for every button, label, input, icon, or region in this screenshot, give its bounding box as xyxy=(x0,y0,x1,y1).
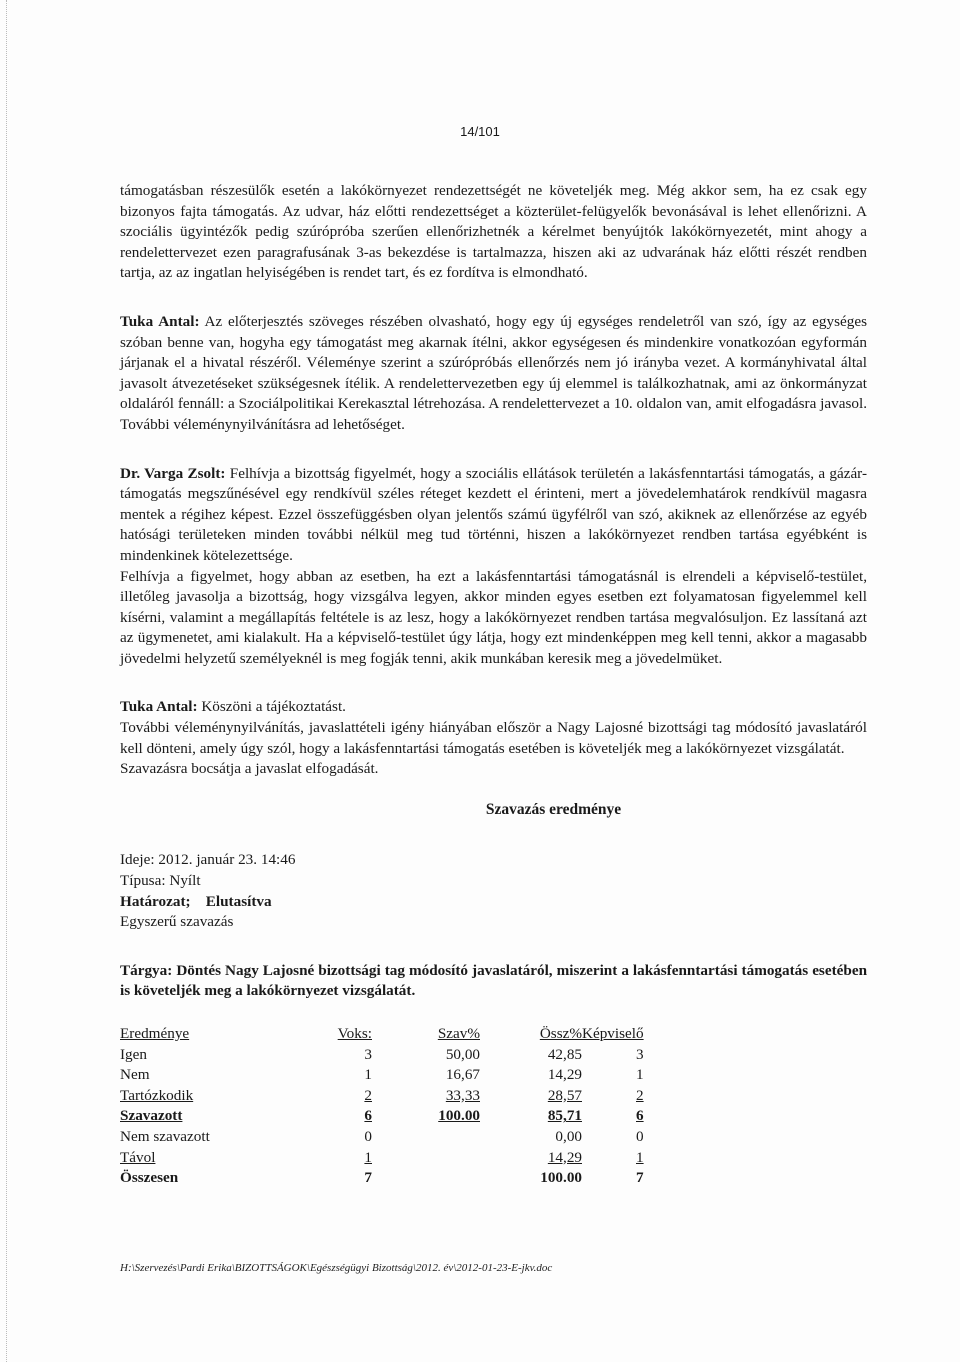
vote-type: Típusa: Nyílt xyxy=(120,872,201,890)
total-percent-cell: 28,57 xyxy=(547,1086,582,1104)
vote-percent-cell: 100.00 xyxy=(438,1107,480,1125)
votes-cell: 7 xyxy=(364,1169,372,1187)
votes-cell: 1 xyxy=(364,1148,372,1166)
votes-cell: 0 xyxy=(364,1127,372,1145)
paragraph-2: Tuka Antal: Az előterjesztés szöveges részében olvasható, hogy egy új egységes rendeletről van szó, így az egységes szóban benne van, hogyha egy támogatást meg akarnak ítélni, akkor egységesen és mindenkire vonatkozóan egyformán járjanak el a hivatal részéről. Véleménye szerint a szúrópróbás ellenőrzés nem jó irányba vezet. A kormányhivatal által javasolt átvezetéseket szükségesnek ítélik. A rendelettervezetben egy új elemmel is találkozhatnak, ami az önkormányzat oldaláról fennáll: a Szociálpolitikai Kerekasztal létrehozása. A rendelettervezet a 10. oldalon van, amit elfogadásra javasol. További véleménynyilvánításra ad lehetőséget. xyxy=(120,312,867,433)
votes-cell: 1 xyxy=(364,1066,372,1084)
total-percent-cell: 14,29 xyxy=(547,1066,582,1084)
vote-percent-cell xyxy=(372,1148,480,1169)
file-path-footer: H:\Szervezés\Pardi Erika\BIZOTTSÁGOK\Egészségügyi Bizottság\2012. év\2012-01-23-E-jkv.doc xyxy=(120,1262,553,1274)
document-body xyxy=(120,181,867,1189)
table-row xyxy=(120,1127,644,1148)
result-label: Összesen xyxy=(120,1169,179,1187)
paragraph-5: Tuka Antal: Köszöni a tájékoztatást. xyxy=(120,698,346,716)
table-row xyxy=(120,1106,644,1127)
vote-subject: Tárgya: Döntés Nagy Lajosné bizottsági tag módosító javaslatáról, miszerint a lakásfenntartási támogatás esetében is követeljék meg a lakókörnyezet vizsgálatát. xyxy=(120,961,868,1000)
vote-decision: Határozat; Elutasítva xyxy=(120,892,272,910)
vote-kind: Egyszerű szavazás xyxy=(120,913,234,931)
result-label: Tartózkodik xyxy=(120,1086,194,1104)
vote-percent-cell xyxy=(372,1168,480,1189)
vote-percent-cell: 33,33 xyxy=(445,1086,480,1104)
results-header-row xyxy=(120,1024,644,1045)
total-percent-cell: 85,71 xyxy=(547,1107,582,1125)
speaker-name: Tuka Antal: xyxy=(120,698,198,716)
vote-time: Ideje: 2012. január 23. 14:46 xyxy=(120,851,296,869)
representative-cell: 6 xyxy=(636,1107,644,1125)
representative-cell: 7 xyxy=(636,1169,644,1187)
paragraph-4: Felhívja a figyelmet, hogy abban az esetben, ha ezt a lakásfenntartási támogatásnál is elrendeli a képviselő-testület, illetőleg javasolja a bizottság, hogy vizsgálva legyen, akkor minden egyes esetben ezt folyamatosan figyelemmel kell kísérni, valamint a megállapítás feltétele is az lesz, hogy a lakókörnyezet rendben tartása megvalósuljon. Ez lassítaná azt az ügymenetet, ami kialakult. Ha a képviselő-testület úgy látja, hogy ezt mindenképpen meg kell tenni, akkor a magasabb jövedelmi helyzetű személyeknél is meg fogják tenni, akik munkában keresik meg a jövedelmüket. xyxy=(120,567,867,667)
paragraph-3: Dr. Varga Zsolt: Felhívja a bizottság figyelmét, hogy a szociális ellátások területén a lakásfenntartási támogatás, a gázár-támogatás megszűnésével egy rendkívül széles réteget kezdett el érinteni, mert a jövedelemhatárok rendkívül magasra mentek a régihez képest. Ezzel összefüggésben olyan jelentős számú ügyfélről van szó, akiknek az ellenőrzése az egyéb hatósági területeken minden további nélkül meg tud történni, hiszen a lakókörnyezet rendben tartása egyébként is mindenkinek kötelezettsége. xyxy=(120,464,867,564)
total-percent-cell: 100.00 xyxy=(540,1169,582,1187)
total-percent-cell: 0,00 xyxy=(555,1127,582,1145)
speaker-name: Dr. Varga Zsolt: xyxy=(120,464,226,482)
result-label: Szavazott xyxy=(120,1107,183,1125)
vote-percent-cell: 50,00 xyxy=(445,1045,480,1063)
representative-cell: 3 xyxy=(636,1045,644,1063)
result-label: Nem xyxy=(120,1066,150,1084)
vote-percent-cell xyxy=(372,1127,480,1148)
vote-heading: Szavazás eredménye xyxy=(485,800,622,818)
votes-cell: 2 xyxy=(364,1086,372,1104)
total-percent-cell: 42,85 xyxy=(547,1045,582,1063)
result-label: Nem szavazott xyxy=(120,1127,210,1145)
header-result: Eredménye xyxy=(120,1025,190,1042)
total-percent-cell: 14,29 xyxy=(547,1148,582,1166)
header-vote-percent: Szav% xyxy=(437,1025,480,1042)
representative-cell: 0 xyxy=(636,1127,644,1145)
result-label: Igen xyxy=(120,1045,147,1063)
binding-edge xyxy=(6,0,9,1362)
paragraph-1: támogatásban részesülők esetén a lakókörnyezet rendezettségét ne követeljék meg. Még akkor sem, ha ez csak egy bizonyos fajta támogatás. Az udvar, ház előtti rendezettséget a közterület-felügyelők bevonásával is lehet ellenőrizni. A szociális ügyintézők pedig szúrópróba szerűen ellenőrizhetnék a kérelmet benyújtók lakókörnyezetét, mint ahogy a rendelettervezet ezen paragrafusának 3-as bekezdése is tartalmazza, hiszen aki az udvarának ház előtti részét rendben tartja, az az ingatlan helyiségében is rendet tart, és ez fordítva is elmondható. xyxy=(120,182,867,282)
representative-cell: 1 xyxy=(636,1148,644,1166)
votes-cell: 3 xyxy=(364,1045,372,1063)
representative-cell: 1 xyxy=(636,1066,644,1084)
page-number: 14/101 xyxy=(460,124,500,139)
table-row xyxy=(120,1148,644,1169)
paragraph-7: Szavazásra bocsátja a javaslat elfogadását. xyxy=(120,760,379,778)
table-row xyxy=(120,1065,644,1086)
table-row xyxy=(120,1086,644,1107)
votes-cell: 6 xyxy=(364,1107,372,1125)
results-table xyxy=(120,1024,644,1189)
header-representative: Képviselő xyxy=(582,1025,644,1042)
header-total-percent: Össz% xyxy=(539,1025,582,1042)
table-row xyxy=(120,1168,644,1189)
vote-percent-cell: 16,67 xyxy=(445,1066,480,1084)
speaker-name: Tuka Antal: xyxy=(120,312,200,330)
paragraph-6: További véleménynyilvánítás, javaslattételi igény hiányában először a Nagy Lajosné bizottsági tag módosító javaslatáról kell dönteni, amely úgy szól, hogy a lakásfenntartási támogatás esetében is követeljék meg a lakókörnyezet vizsgálatát. xyxy=(120,719,867,757)
table-row xyxy=(120,1045,644,1066)
representative-cell: 2 xyxy=(636,1086,644,1104)
result-label: Távol xyxy=(120,1148,156,1166)
header-votes: Voks: xyxy=(337,1025,372,1042)
